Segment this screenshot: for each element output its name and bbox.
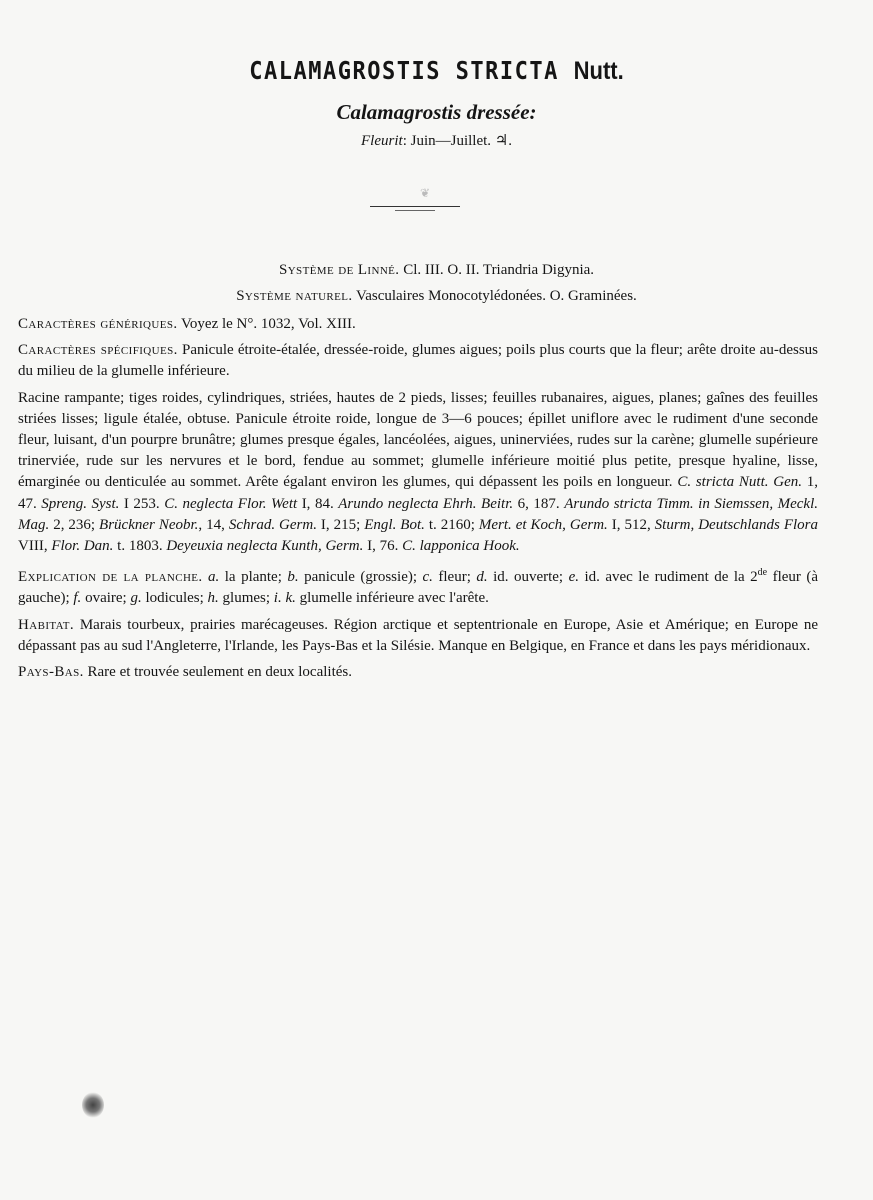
description-text: Racine rampante; tiges roides, cylindriques, striées, hautes de 2 pieds, lisses; feuilles rubanaires, aigues, planes; gaînes des feuilles striées lisses; ligule étalée, obtuse. Panicule étroite roide, longue de 3—6 pouces; épillet uniflore avec le rudiment d'une seconde fleur, luisant, d'un pourpre brunâtre; glumes presque égales, lancéolées, aigues, uninerviées, rudes sur la carène; glumelle supérieure trinerviée, rude sur les nervures et le bord, fendue au sommet; glumelle inférieure moitié plus petite, presque hyaline, lisse, émarginée ou denticulée au sommet. Arête égalant environ les glumes, qui dépassent les poils en longueur.	[18, 389, 818, 491]
explication-ref: c.	[422, 569, 433, 586]
explication-ref: i. k.	[273, 590, 296, 607]
synonym-ref: C. stricta Nutt. Gen.	[677, 474, 803, 491]
paysbas-label: Pays-Bas.	[18, 664, 84, 681]
explication-text: fleur;	[432, 569, 477, 586]
description-body	[18, 314, 818, 688]
explication-ref: f.	[73, 590, 82, 607]
common-name: Calamagrostis dressée:	[336, 100, 537, 124]
explication-label: Explication de la planche.	[18, 569, 203, 586]
synonym-ref: C. lapponica Hook.	[402, 538, 520, 555]
page-title	[0, 56, 873, 86]
paysbas-text: Rare et trouvée seulement en deux localités.	[87, 664, 352, 681]
explication-text: lodicules;	[141, 590, 208, 607]
explication-text: glumes;	[218, 590, 274, 607]
explication-ref: g.	[130, 590, 142, 607]
explication-ref: h.	[207, 590, 219, 607]
explication-text: glumelle inférieure avec l'arête.	[295, 590, 489, 607]
divider	[370, 206, 460, 207]
synonym-text: t. 1803.	[113, 538, 167, 555]
flowering-label: Fleurit	[361, 133, 403, 149]
explication-text: ovaire;	[81, 590, 131, 607]
specifiques-text: Panicule étroite-étalée, dressée-roide, glumes aigues; poils plus courts que la fleur; arête droite au-dessus du milieu de la glumelle inférieure.	[18, 342, 819, 380]
naturel-label: Système naturel.	[236, 288, 353, 304]
synonym-ref: Deyeuxia neglecta Kunth, Germ.	[166, 538, 364, 555]
synonym-text: I 253.	[119, 495, 165, 512]
naturel-value: Vasculaires Monocotylédonées. O. Graminées.	[356, 288, 637, 304]
synonym-ref: Schrad. Germ.	[228, 516, 317, 533]
habitat-paragraph	[18, 615, 818, 657]
synonym-ref: C. neglecta Flor. Wett	[164, 495, 298, 512]
linne-value: Cl. III. O. II. Triandria Digynia.	[403, 262, 595, 278]
synonym-text: I, 76.	[363, 538, 403, 555]
linne-system-line	[0, 262, 873, 279]
linne-label: Système de Linné.	[278, 262, 400, 278]
habitat-label: Habitat.	[18, 616, 75, 633]
explication-ref: d.	[476, 569, 488, 586]
species-name: CALAMAGROSTIS STRICTA	[249, 57, 559, 86]
description-paragraph	[18, 388, 818, 558]
synonym-ref: Spreng. Syst.	[41, 495, 120, 512]
synonym-ref: Arundo stricta Timm. in Siemssen, Meckl. Mag.	[18, 495, 818, 533]
explication-text: id. avec le rudiment de la 2	[579, 569, 758, 586]
explication-text: la plante;	[219, 569, 288, 586]
paysbas-paragraph	[18, 662, 818, 683]
specific-characters-paragraph	[18, 340, 818, 382]
synonym-text: I, 215;	[316, 516, 365, 533]
synonym-ref: Sturm, Deutschlands Flora	[654, 516, 818, 533]
explication-text: fleur (à gauche);	[18, 569, 819, 607]
synonym-ref: Brückner Neobr.	[99, 516, 199, 533]
synonym-ref: Arundo neglecta Ehrh. Beitr.	[338, 495, 514, 512]
ink-blot	[82, 1092, 104, 1118]
flowering-value: : Juin—Juillet. ♃.	[402, 133, 512, 149]
explication-ref: e.	[568, 569, 579, 586]
habitat-text: Marais tourbeux, prairies marécageuses. Région arctique et septentrionale en Europe, Asie et Amérique; en Europe ne dépassant pas au sud l'Angleterre, l'Irlande, les Pays-Bas et la Silésie. Manque en Belgique, en France et dans les pays méridionaux.	[18, 616, 818, 654]
generiques-text: Voyez le N°. 1032, Vol. XIII.	[181, 316, 356, 332]
explication-ref: a.	[208, 569, 220, 586]
explication-ref: b.	[287, 569, 299, 586]
species-author: Nutt.	[573, 56, 624, 85]
explication-text: panicule (grossie);	[298, 569, 423, 586]
flowering-line	[0, 131, 873, 150]
synonym-text: VIII,	[18, 538, 52, 555]
specifiques-label: Caractères spécifiques.	[18, 342, 178, 359]
ornament-icon: ❦	[420, 186, 431, 200]
explication-paragraph	[18, 562, 818, 609]
synonym-text: t. 2160;	[424, 516, 479, 533]
synonym-text: , 14,	[198, 516, 229, 533]
synonym-ref: Mert. et Koch, Germ.	[478, 516, 608, 533]
synonym-ref: Engl. Bot.	[364, 516, 425, 533]
generiques-label: Caractères génériques.	[18, 316, 178, 332]
divider-small	[395, 210, 435, 211]
natural-system-line	[0, 288, 873, 305]
generic-characters-paragraph	[18, 314, 818, 335]
explication-text: id. ouverte;	[487, 569, 569, 586]
synonym-text: I, 512,	[607, 516, 655, 533]
synonym-text: 2, 236;	[49, 516, 100, 533]
synonym-ref: Flor. Dan.	[51, 538, 114, 555]
synonym-text: 1, 47.	[18, 474, 819, 512]
synonym-text: I, 84.	[297, 495, 339, 512]
synonym-text: 6, 187.	[513, 495, 565, 512]
explication-text: de	[757, 567, 768, 579]
